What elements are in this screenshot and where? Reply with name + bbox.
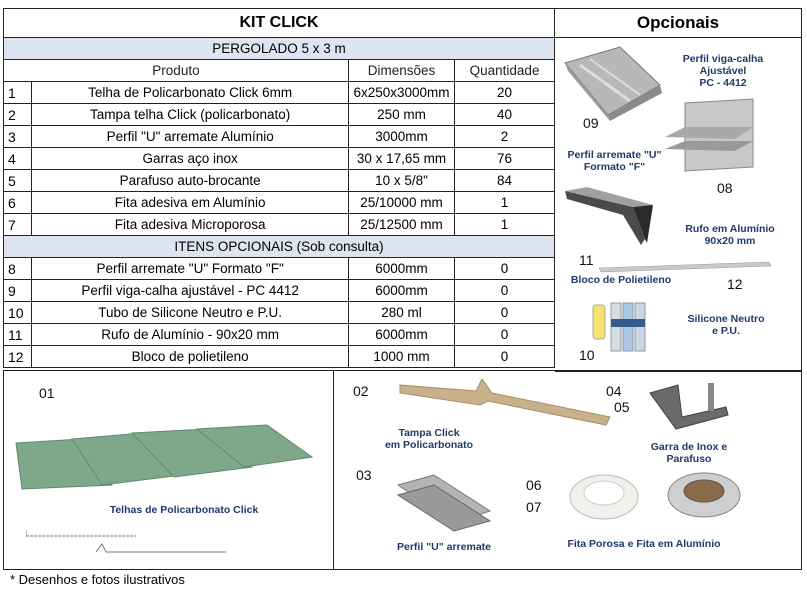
number-02: 02 (353, 383, 369, 399)
optional-items-body (4, 258, 555, 368)
cell-produto: Perfil arremate "U" Formato "F" (32, 258, 349, 280)
rufo-label-1: Rufo em Alumínio (685, 223, 775, 235)
fita-aluminio-image (664, 469, 744, 521)
cell-dim: 6000mm (348, 280, 454, 302)
garra-label-2: Parafuso (666, 453, 712, 465)
cell-produto: Perfil "U" arremate Alumínio (32, 126, 349, 148)
arremate-f-image (665, 97, 765, 177)
tampa-click-label-1: Tampa Click (398, 427, 460, 439)
perfil-u-label: Perfil "U" arremate (397, 541, 491, 553)
arremate-f-label (557, 149, 672, 173)
table-row (4, 170, 555, 192)
viga-calha-label-1: Perfil viga-calha (682, 53, 764, 65)
number-03: 03 (356, 467, 372, 483)
cell-produto: Garras aço inox (32, 148, 349, 170)
cell-produto: Rufo de Alumínio - 90x20 mm (32, 324, 349, 346)
cell-n: 9 (4, 280, 32, 302)
cell-n: 5 (4, 170, 32, 192)
viga-calha-label-2: Ajustável (699, 65, 747, 77)
number-06: 06 (526, 477, 542, 493)
cell-qty: 0 (455, 302, 555, 324)
cell-n: 10 (4, 302, 32, 324)
cell-dim: 3000mm (348, 126, 454, 148)
cell-qty: 20 (455, 82, 555, 104)
cell-dim: 6x250x3000mm (348, 82, 454, 104)
cell-dim: 6000mm (348, 324, 454, 346)
cell-produto: Fita adesiva Microporosa (32, 214, 349, 236)
garra-label (634, 441, 744, 465)
cell-qty: 2 (455, 126, 555, 148)
header-quantidade: Quantidade (455, 60, 555, 82)
cell-n: 12 (4, 346, 32, 368)
arremate-f-label-1: Perfil arremate "U" (567, 149, 662, 161)
cell-produto: Tampa telha Click (policarbonato) (32, 104, 349, 126)
table-row (4, 302, 555, 324)
illustrations-panel (3, 370, 802, 570)
cell-produto: Perfil viga-calha ajustável - PC 4412 (32, 280, 349, 302)
viga-calha-label (663, 53, 783, 89)
cell-qty: 0 (455, 258, 555, 280)
telhas-image (12, 399, 322, 494)
header-dimensoes: Dimensões (348, 60, 454, 82)
silicone-label (671, 313, 781, 337)
optional-title: ITENS OPCIONAIS (Sob consulta) (4, 236, 555, 258)
optionals-title: Opcionais (555, 9, 801, 38)
cell-dim: 25/12500 mm (348, 214, 454, 236)
perfil-u-image (394, 471, 494, 533)
arremate-f-label-2: Formato "F" (583, 161, 646, 173)
viga-calha-image (560, 41, 670, 121)
fita-porosa-image (566, 471, 642, 521)
tampa-click-image (396, 379, 616, 429)
cell-n: 7 (4, 214, 32, 236)
footnote: * Desenhos e fotos ilustrativos (10, 572, 185, 587)
number-11: 11 (579, 252, 594, 268)
kit-subtitle: PERGOLADO 5 x 3 m (4, 38, 555, 60)
items-body (4, 82, 555, 236)
cell-n: 1 (4, 82, 32, 104)
tampa-click-label-2: em Policarbonato (384, 439, 474, 451)
table-row (4, 324, 555, 346)
bloco-image (599, 258, 779, 274)
cell-qty: 1 (455, 214, 555, 236)
table-row (4, 104, 555, 126)
table-row (4, 82, 555, 104)
telhas-profile-drawing (26, 526, 246, 556)
cell-qty: 1 (455, 192, 555, 214)
cell-produto: Tubo de Silicone Neutro e P.U. (32, 302, 349, 324)
cell-n: 6 (4, 192, 32, 214)
number-09: 09 (583, 115, 599, 131)
cell-qty: 40 (455, 104, 555, 126)
table-row (4, 346, 555, 368)
cell-qty: 84 (455, 170, 555, 192)
table-row (4, 280, 555, 302)
tampa-click-label (374, 427, 484, 451)
cell-produto: Parafuso auto-brocante (32, 170, 349, 192)
cell-n: 2 (4, 104, 32, 126)
number-01: 01 (39, 385, 55, 401)
silicone-image (591, 299, 661, 355)
kit-title: KIT CLICK (4, 9, 555, 38)
cell-n: 3 (4, 126, 32, 148)
silicone-label-2: e P.U. (712, 325, 740, 337)
rufo-label-2: 90x20 mm (704, 235, 756, 247)
cell-dim: 280 ml (348, 302, 454, 324)
panel-divider (333, 371, 334, 569)
viga-calha-label-3: PC - 4412 (699, 77, 747, 89)
cell-n: 11 (4, 324, 32, 346)
fita-label: Fita Porosa e Fita em Alumínio (567, 538, 721, 550)
number-05: 05 (614, 399, 630, 415)
header-produto: Produto (4, 60, 349, 82)
cell-produto: Fita adesiva em Alumínio (32, 192, 349, 214)
table-row (4, 192, 555, 214)
silicone-label-1: Silicone Neutro (687, 313, 765, 325)
bloco-label: Bloco de Polietileno (570, 274, 672, 286)
telhas-label: Telhas de Policarbonato Click (109, 504, 259, 516)
cell-dim: 6000mm (348, 258, 454, 280)
kit-table (3, 8, 555, 368)
cell-qty: 0 (455, 280, 555, 302)
table-row (4, 148, 555, 170)
cell-qty: 76 (455, 148, 555, 170)
optionals-panel (555, 8, 802, 372)
table-row (4, 214, 555, 236)
table-row (4, 126, 555, 148)
garra-label-1: Garra de Inox e (650, 441, 728, 453)
number-10: 10 (579, 347, 595, 363)
cell-n: 4 (4, 148, 32, 170)
number-12: 12 (727, 276, 743, 292)
number-08: 08 (717, 180, 733, 196)
rufo-label (665, 223, 795, 247)
cell-produto: Bloco de polietileno (32, 346, 349, 368)
cell-n: 8 (4, 258, 32, 280)
rufo-image (563, 185, 663, 249)
cell-produto: Telha de Policarbonato Click 6mm (32, 82, 349, 104)
cell-qty: 0 (455, 346, 555, 368)
cell-qty: 0 (455, 324, 555, 346)
number-04: 04 (606, 383, 622, 399)
cell-dim: 10 x 5/8" (348, 170, 454, 192)
garra-image (644, 377, 734, 437)
cell-dim: 250 mm (348, 104, 454, 126)
number-07: 07 (526, 499, 542, 515)
cell-dim: 1000 mm (348, 346, 454, 368)
cell-dim: 30 x 17,65 mm (348, 148, 454, 170)
cell-dim: 25/10000 mm (348, 192, 454, 214)
table-row (4, 258, 555, 280)
